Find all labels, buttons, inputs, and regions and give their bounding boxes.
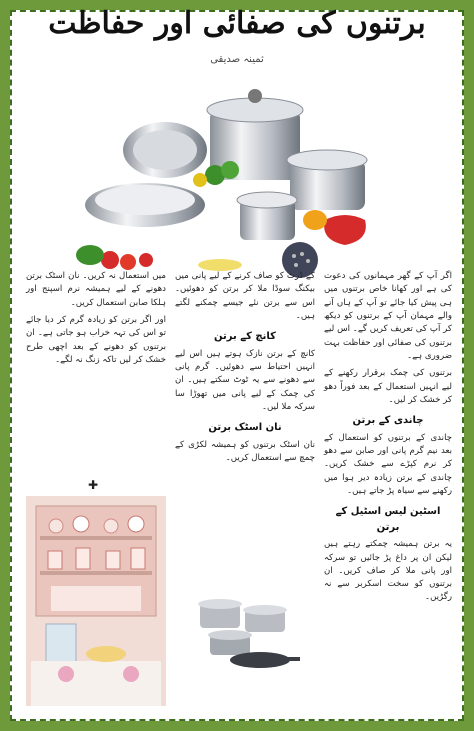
section-heading-glass: کانچ کے برتن xyxy=(214,331,276,343)
paragraph: اور اگر برتن کو زیادہ گرم کر دیا جائے تو اس کی تہہ خراب ہو جاتی ہے۔ ان برتنوں کو دھونے کے بعد اچھی طرح خشک کر لیں تاکہ زنگ نہ لگے۔ xyxy=(26,314,166,365)
article-title: برتنوں کی صفائی اور حفاظت xyxy=(48,6,426,41)
section-heading-nonstick: نان اسٹک برتن xyxy=(208,422,282,434)
paragraph: برتنوں کی چمک برقرار رکھنے کے لیے انہیں استعمال کے بعد فوراً دھو کر خشک کر لیں۔ xyxy=(324,368,452,405)
paragraph: اگر آپ کے گھر مہمانوں کی دعوت کی ہے اور کھانا خاص برتنوں میں ہی پیش کیا جائے تو آپ کے ہاں آنے والے مہمان آپ کے برتنوں کو دیکھ کر آپ کی تعریف کریں گے۔ اس لیے برتنوں کی صفائی اور حفاظت بہت ضروری ہے۔ xyxy=(324,271,452,361)
nonstick-pots-photo xyxy=(190,590,300,675)
author-name: ثمینہ صدیقی xyxy=(210,54,264,65)
paragraph: یہ برتن ہمیشہ چمکتے رہتے ہیں لیکن ان پر داغ پڑ جائیں تو سرکہ اور پانی ملا کر صاف کریں۔ ان برتنوں کو سخت اسکربر سے نہ رگڑیں۔ xyxy=(324,539,452,603)
paragraph: میں استعمال نہ کریں۔ نان اسٹک برتن دھونے کے لیے ہمیشہ نرم اسپنج اور ہلکا صابن استعمال کریں۔ xyxy=(26,271,166,308)
paragraph: چاندی کے برتنوں کو استعمال کے بعد نیم گرم پانی اور صابن سے دھو کر نرم کپڑے سے خشک کریں۔ چاندی کے برتن زیادہ دیر ہوا میں رکھنے سے سیاہ پڑ جاتے ہیں۔ xyxy=(324,432,452,496)
author-byline xyxy=(0,54,474,65)
article-column-right xyxy=(324,270,452,708)
shelf-photo xyxy=(26,496,166,706)
article-column-left xyxy=(26,270,166,480)
section-heading-silver: چاندی کے برتن xyxy=(352,415,424,427)
paragraph: کانچ کے برتن نازک ہوتے ہیں اس لیے انہیں احتیاط سے دھوئیں۔ گرم پانی سے دھونے سے یہ ٹوٹ سکتے ہیں۔ ان کی چمک کے لیے پانی میں تھوڑا سا سرکہ ملا لیں۔ xyxy=(175,348,315,412)
paragraph: کے ڈرٹ کو صاف کرنے کے لیے پانی میں بیکنگ سوڈا ملا کر برتن کو دھوئیں۔ اس سے برتن نئے جیسے چمکنے لگتے ہیں۔ xyxy=(175,271,315,321)
section-heading-stainless: اسٹین لیس اسٹیل کے برتن xyxy=(335,506,441,533)
section-divider-mark: ✚ xyxy=(88,478,99,492)
paragraph: نان اسٹک برتنوں کو ہمیشہ لکڑی کے چمچ سے استعمال کریں۔ xyxy=(175,439,315,464)
cookware-illustration xyxy=(70,70,390,280)
